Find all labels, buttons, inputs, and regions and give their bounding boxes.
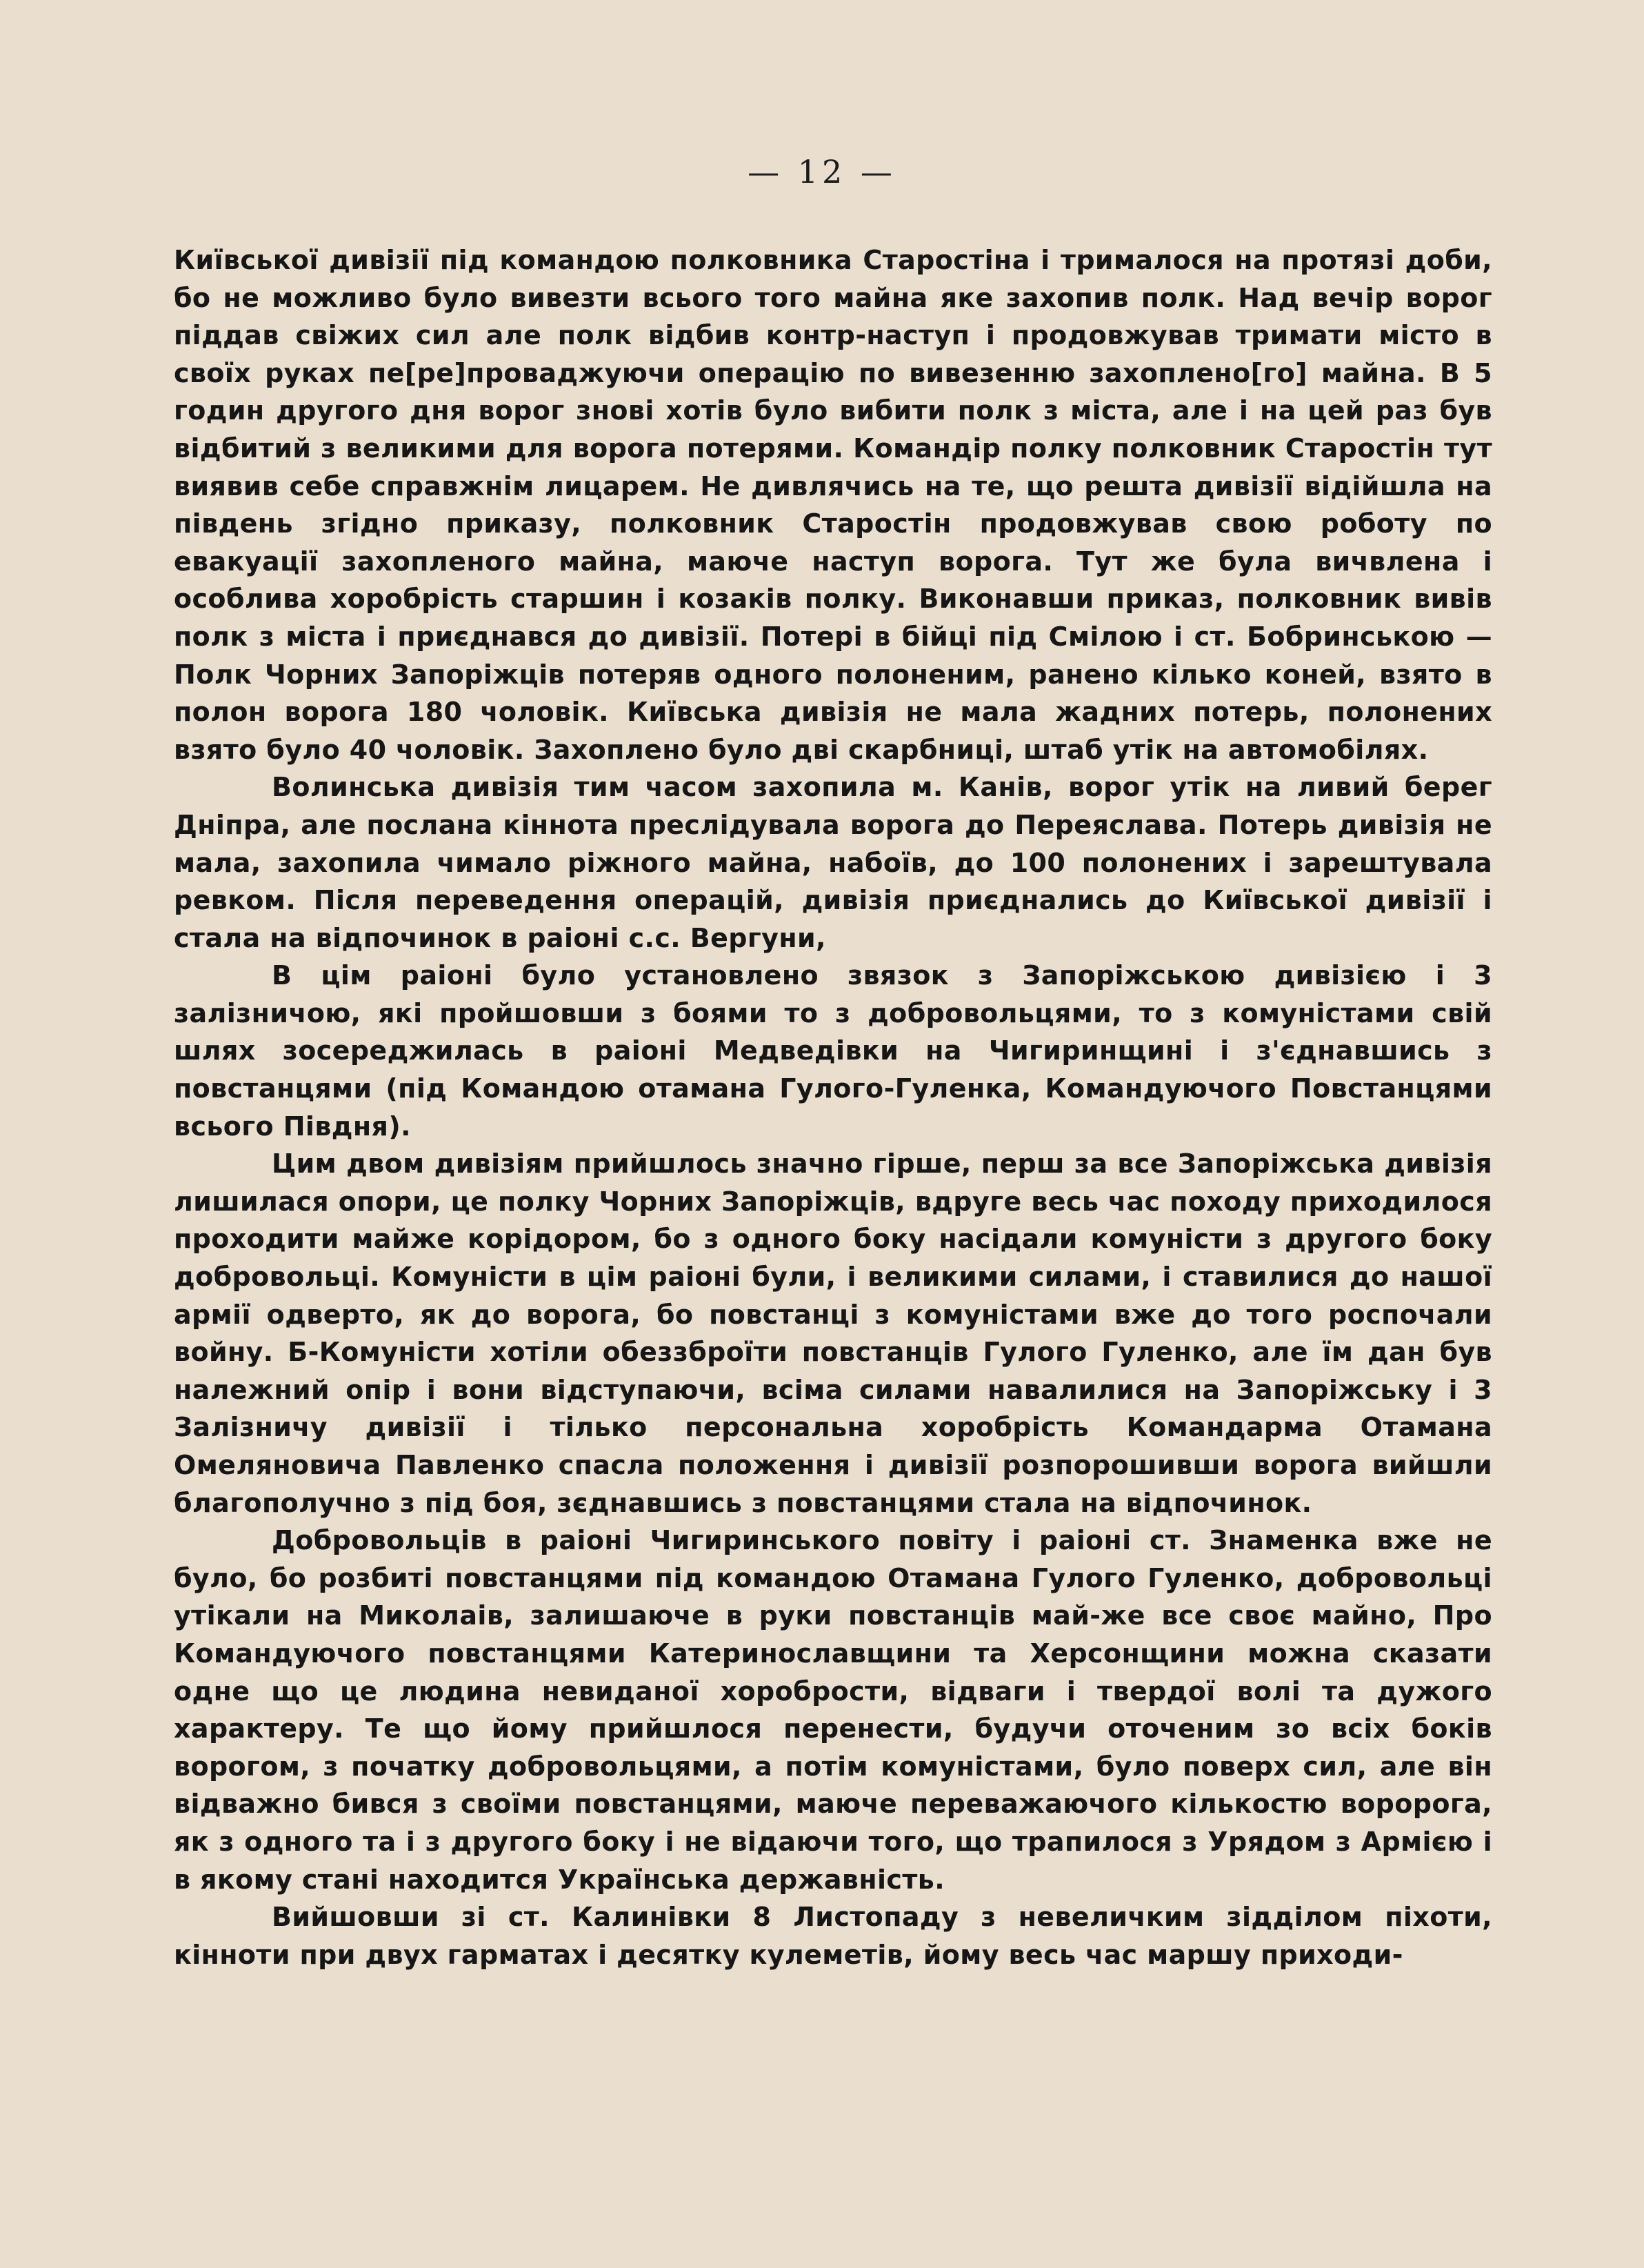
paragraph-6: Вийшовши зі ст. Калинівки 8 Листопаду з невеличким зідділом піхоти, кінноти при двух гарматах і десятку кулеметів, йому весь час маршу приходи- xyxy=(174,1902,1492,1970)
paragraph-4: Цим двом дивізіям прийшлось значно гірше, перш за все Запоріжська дивізія лишилася опори, це полку Чорних Запоріжців, вдруге весь час походу приходилося проходити майже корідором, бо з одного боку насідали комуністи з другого боку добровольці. Комуністи в цім раіоні були, і великими силами, і ставилися до нашої армії одверто, як до ворога, бо повстанці з комуністами вже до того роспочали войну. Б-Комуністи хотіли обеззброїти повстанців Гулого Гуленко, але їм дан був належний опір і вони відступаючи, всіма силами навалилися на Запоріжську і 3 Залізничу дивізії і тілько персональна хоробрість Командарма Отамана Омеляновича Павленко спасла положення і дивізії розпорошивши ворога вийшли благополучно з під боя, зєднавшись з повстанцями стала на відпочинок. xyxy=(174,1148,1492,1518)
paragraph-1: Київської дивізії під командою полковника Старостіна і трималося на протязі доби, бо не можливо було вивезти всього того майна яке захопив полк. Над вечір ворог піддав свіжих сил але полк відбив контр-наступ і продовжував тримати місто в своїх руках пе[ре]проваджуючи операцію по вивезенню захоплено[го] майна. В 5 годин другого дня ворог знові хотів було вибити полк з міста, але і на цей раз був відбитий з великими для ворога потерями. Командір полку полковник Старостін тут виявив себе справжнім лицарем. Не дивлячись на те, що решта дивізії відійшла на південь згідно приказу, полковник Старостін продовжував свою роботу по евакуації захопленого майна, маюче наступ ворога. Тут же була вичвлена і особлива хоробрість старшин і козаків полку. Виконавши приказ, полковник вивів полк з міста і приєднався до дивізії. Потері в бійці під Смілою і ст. Бобринською — Полк Чорних Запоріжців потеряв одного полоненим, ранено кілько коней, взято в полон ворога 180 чоловік. Київська дивізія не мала жадних потерь, полонених взято було 40 чоловік. Захоплено було дві скарбниці, штаб утік на автомобілях. xyxy=(174,245,1492,765)
document-body xyxy=(174,241,1492,1973)
page-number: — 12 — xyxy=(748,153,896,190)
paragraph-2: Волинська дивізія тим часом захопила м. Канів, ворог утік на ливий берег Дніпра, але послана кіннота преслідувала ворога до Переяслава. Потерь дивізія не мала, захопила чимало ріжного майна, набоїв, до 100 полонених і зарештувала ревком. Після переведення операцій, дивізія приєднались до Київської дивізії і стала на відпочинок в раіоні с.с. Вергуни, xyxy=(174,772,1492,953)
paragraph-3: В цім раіоні було установлено звязок з Запоріжською дивізією і 3 залізничою, які пройшовши з боями то з добровольцями, то з комуністами свій шлях зосереджилась в раіоні Медведівки на Чигиринщині і з'єднавшись з повстанцями (під Командою отамана Гулого-Гуленка, Командуючого Повстанцями всього Півдня). xyxy=(174,960,1492,1142)
paragraph-5: Добровольців в раіоні Чигиринського повіту і раіоні ст. Знаменка вже не було, бо розбиті повстанцями під командою Отамана Гулого Гуленко, добровольці утікали на Миколаів, залишаюче в руки повстанців май-же все своє майно, Про Командуючого повстанцями Катеринославщини та Херсонщини можна сказати одне що це людина невиданої хоробрости, відваги і твердої волі та дужого характеру. Те що йому прийшлося перенести, будучи оточеним зо всіх боків ворогом, з початку добровольцями, а потім комуністами, було поверх сил, але він відважно бився з своїми повстанцями, маюче переважаючого кількостю воророга, як з одного та і з другого боку і не відаючи того, що трапилося з Урядом з Армією і в якому стані находится Українська державність. xyxy=(174,1525,1492,1895)
